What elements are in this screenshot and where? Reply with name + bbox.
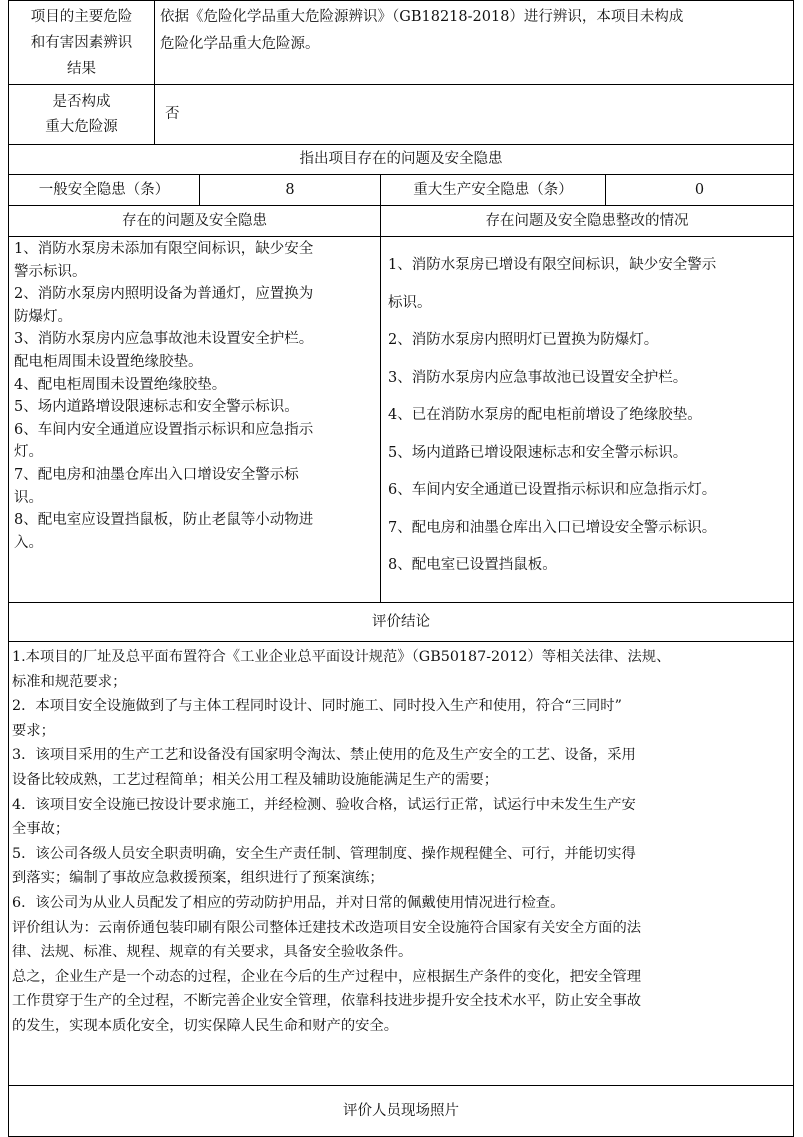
list-item xyxy=(14,419,378,464)
border-right xyxy=(793,0,794,1137)
rectification-list xyxy=(388,247,790,597)
row-divider xyxy=(8,641,794,642)
value-line: 依据《危险化学品重大危险源辨识》（GB18218-2018）进行辨识，本项目未构成 xyxy=(160,9,684,25)
general-hazard-count-label: 一般安全隐患（条） xyxy=(38,181,170,198)
major-hazard-count-value: 0 xyxy=(694,181,705,198)
list-item-line: 4、已在消防水泵房的配电柜前增设了绝缘胶垫。 xyxy=(388,407,702,423)
list-item xyxy=(14,328,378,373)
list-item xyxy=(14,509,378,554)
list-item-line: 7、配电房和油墨仓库出入口增设安全警示标 xyxy=(14,466,299,483)
list-item-line: 4、配电柜周围未设置绝缘胶垫。 xyxy=(14,376,227,393)
list-item xyxy=(388,247,790,322)
list-item xyxy=(388,472,790,510)
list-item-line: 5、场内道路增设限速标志和安全警示标识。 xyxy=(14,399,299,416)
conclusion-line: 标准和规范要求； xyxy=(12,673,127,690)
list-item xyxy=(388,322,790,360)
list-item-line: 入。 xyxy=(14,534,43,551)
conclusion-line: 的发生，实现本质化安全，切实保障人民生命和财产的安全。 xyxy=(12,1017,399,1034)
conclusion-line: 到落实；编制了事故应急救援预案，组织进行了预案演练； xyxy=(12,870,384,887)
issues-section-title: 指出项目存在的问题及安全隐患 xyxy=(299,151,503,167)
conclusion-line: 2．本项目安全设施做到了与主体工程同时设计、同时施工、同时投入生产和使用，符合“三同时” xyxy=(12,698,622,715)
major-hazard-label xyxy=(9,85,154,144)
list-item-line: 2、消防水泵房内照明灯已置换为防爆灯。 xyxy=(388,332,659,348)
list-item xyxy=(14,464,378,509)
list-item-line: 8、配电室应设置挡鼠板，防止老鼠等小动物进 xyxy=(14,512,314,529)
hazard-identification-label xyxy=(9,1,154,84)
row-divider xyxy=(8,236,794,237)
conclusion-line: 1.本项目的厂址及总平面布置符合《工业企业总平面设计规范》（GB50187-2012）等相关法律、法规、 xyxy=(12,649,671,665)
major-hazard-value: 否 xyxy=(165,106,180,122)
rectification-column-header: 存在问题及安全隐患整改的情况 xyxy=(485,212,689,229)
conclusion-line: 3．该项目采用的生产工艺和设备没有国家明令淘汰、禁止使用的危及生产安全的工艺、设备，采用 xyxy=(12,747,636,764)
list-item xyxy=(14,283,378,328)
evaluation-form-table xyxy=(8,0,794,1137)
conclusion-title: 评价结论 xyxy=(372,613,430,630)
list-item xyxy=(388,435,790,473)
conclusion-line: 4．该项目安全设施已按设计要求施工，并经检测、验收合格，试运行正常，试运行中未发生生产安 xyxy=(12,796,636,813)
hazard-identification-value xyxy=(160,4,790,82)
label-line: 结果 xyxy=(67,60,96,77)
list-item-line: 1、消防水泵房已增设有限空间标识，缺少安全警示 xyxy=(388,257,717,273)
conclusion-line: 设备比较成熟，工艺过程简单；相关公用工程及辅助设施能满足生产的需要； xyxy=(12,771,499,788)
photo-section-title: 评价人员现场照片 xyxy=(343,1102,459,1119)
list-item xyxy=(388,360,790,398)
major-hazard-count-label: 重大生产安全隐患（条） xyxy=(413,181,573,198)
list-item xyxy=(388,510,790,548)
conclusion-line: 全事故； xyxy=(12,821,70,838)
general-hazard-count-value: 8 xyxy=(285,181,295,198)
issues-list xyxy=(14,238,378,600)
issues-column-header: 存在的问题及安全隐患 xyxy=(122,212,267,229)
label-line: 重大危险源 xyxy=(45,118,118,135)
conclusion-line: 5．该公司各级人员安全职责明确，安全生产责任制、管理制度、操作规程健全、可行，并能切实得 xyxy=(12,845,636,862)
list-item xyxy=(388,547,790,585)
list-item-line: 3、消防水泵房内应急事故池未设置安全护栏。 xyxy=(14,331,314,348)
list-item-line: 8、配电室已设置挡鼠板。 xyxy=(388,557,557,573)
label-line: 和有害因素辨识 xyxy=(30,34,133,51)
conclusion-line: 要求； xyxy=(12,722,55,739)
list-item xyxy=(14,396,378,419)
col-divider xyxy=(380,174,381,602)
conclusion-line: 工作贯穿于生产的全过程，不断完善企业安全管理，依靠科技进步提升安全技术水平，防止安全事故 xyxy=(12,993,642,1010)
list-item-line: 1、消防水泵房未添加有限空间标识，缺少安全 xyxy=(14,241,314,257)
list-item-line: 防爆灯。 xyxy=(14,308,72,325)
value-line: 危险化学品重大危险源。 xyxy=(160,36,320,52)
list-item-line: 识。 xyxy=(14,489,43,506)
col-divider xyxy=(154,0,155,144)
conclusion-line: 总之，企业生产是一个动态的过程，企业在今后的生产过程中，应根据生产条件的变化，把安全管理 xyxy=(12,968,642,985)
label-line: 是否构成 xyxy=(52,93,111,110)
conclusion-line: 评价组认为：云南侨通包装印刷有限公司整体迁建技术改造项目安全设施符合国家有关安全方面的法 xyxy=(12,919,642,936)
list-item xyxy=(14,238,378,283)
list-item xyxy=(388,397,790,435)
conclusion-body xyxy=(12,645,792,1075)
list-item-line: 6、车间内安全通道已设置指示标识和应急指示灯。 xyxy=(388,482,717,498)
list-item-line: 6、车间内安全通道应设置指示标识和应急指示 xyxy=(14,421,314,438)
list-item-line: 配电柜周围未设置绝缘胶垫。 xyxy=(14,353,203,370)
list-item-line: 5、场内道路已增设限速标志和安全警示标识。 xyxy=(388,444,688,461)
conclusion-line: 律、法规、标准、规程、规章的有关要求，具备安全验收条件。 xyxy=(12,944,413,961)
list-item-line: 灯。 xyxy=(14,444,43,461)
list-item-line: 2、消防水泵房内照明设备为普通灯，应置换为 xyxy=(14,286,314,303)
list-item-line: 警示标识。 xyxy=(14,263,87,280)
list-item-line: 3、消防水泵房内应急事故池已设置安全护栏。 xyxy=(388,369,688,386)
list-item-line: 标识。 xyxy=(388,294,432,311)
label-line: 项目的主要危险 xyxy=(30,8,133,25)
conclusion-line: 6．该公司为从业人员配发了相应的劳动防护用品，并对日常的佩戴使用情况进行检查。 xyxy=(12,894,565,911)
list-item-line: 7、配电房和油墨仓库出入口已增设安全警示标识。 xyxy=(388,519,717,536)
list-item xyxy=(14,374,378,397)
